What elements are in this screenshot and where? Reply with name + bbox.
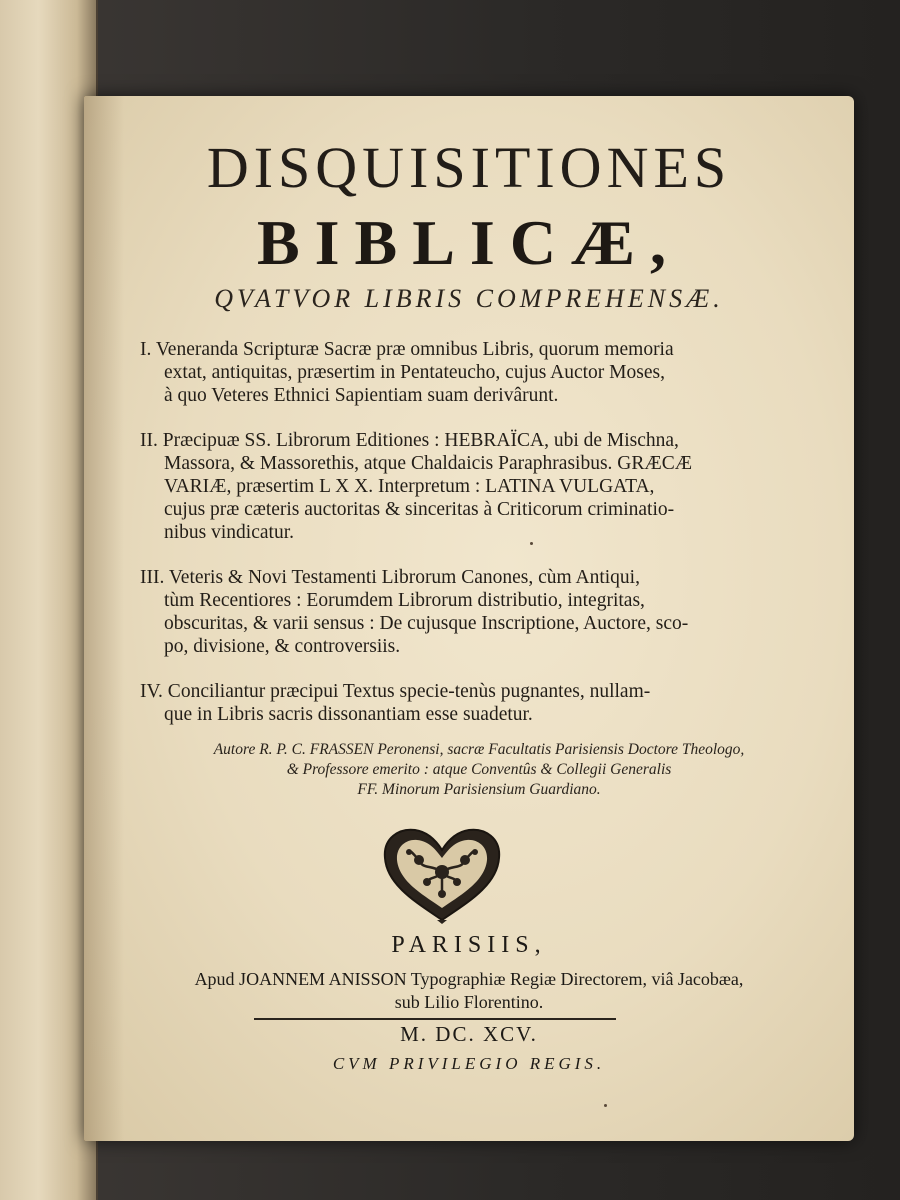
section-4 <box>140 680 800 726</box>
author-statement <box>154 740 804 800</box>
section-3 <box>140 566 800 658</box>
section-2-line: cujus præ cæteris auctoritas & sinceritas à Criticorum criminatio- <box>164 499 675 520</box>
paper-speck <box>530 542 533 545</box>
section-4-line: IV. Conciliantur præcipui Textus specie-tenùs pugnantes, nullam- <box>140 681 651 702</box>
subtitle: QVATVOR LIBRIS COMPREHENSÆ. <box>214 284 724 313</box>
section-1-line: I. Veneranda Scripturæ Sacræ præ omnibus Libris, quorum memoria <box>140 339 674 360</box>
section-1-line: à quo Veteres Ethnici Sapientiam suam derivârunt. <box>164 385 559 406</box>
author-line: Autore R. P. C. FRASSEN Peronensi, sacræ Facultatis Parisiensis Doctore Theologo, <box>213 741 745 758</box>
section-1-line: extat, antiquitas, præsertim in Pentateucho, cujus Auctor Moses, <box>164 362 665 383</box>
divider-rule <box>254 1018 616 1020</box>
title-line-1: DISQUISITIONES <box>206 135 732 200</box>
imprint-place: PARISIIS, <box>391 932 547 958</box>
imprint-privilege: CVM PRIVILEGIO REGIS. <box>332 1054 606 1073</box>
section-2-line: Massora, & Massorethis, atque Chaldaicis Paraphrasibus. GRÆCÆ <box>164 453 693 474</box>
section-3-line: obscuritas, & varii sensus : De cujusque Inscriptione, Auctore, sco- <box>164 613 689 634</box>
printer-line: Apud JOANNEM ANISSON Typographiæ Regiæ Directorem, viâ Jacobæa, <box>194 969 744 989</box>
printer-line: sub Lilio Florentino. <box>394 992 544 1012</box>
section-1 <box>140 338 800 407</box>
imprint-year: M. DC. XCV. <box>400 1022 538 1046</box>
author-line: & Professore emerito : atque Conventûs & Collegii Generalis <box>286 761 672 778</box>
section-2-line: nibus vindicatur. <box>164 522 294 543</box>
section-3-line: tùm Recentiores : Eorumdem Librorum distributio, integritas, <box>164 590 645 611</box>
paper-speck <box>604 1104 607 1107</box>
section-3-line: po, divisione, & controversiis. <box>164 636 401 657</box>
section-4-line: que in Libris sacris dissonantiam esse suadetur. <box>164 704 533 725</box>
section-2-line: II. Præcipuæ SS. Librorum Editiones : HEBRAÏCA, ubi de Mischna, <box>140 430 679 451</box>
section-3-line: III. Veteris & Novi Testamenti Librorum Canones, cùm Antiqui, <box>140 567 640 588</box>
fleuron-ornament-icon <box>379 824 505 924</box>
title-line-2: BIBLICÆ, <box>256 207 682 278</box>
title-page <box>84 96 854 1141</box>
section-2-line: VARIÆ, præsertim L X X. Interpretum : LATINA VULGATA, <box>164 476 655 497</box>
imprint-printer <box>84 968 854 1014</box>
author-line: FF. Minorum Parisiensium Guardiano. <box>357 781 601 798</box>
section-2 <box>140 429 800 544</box>
